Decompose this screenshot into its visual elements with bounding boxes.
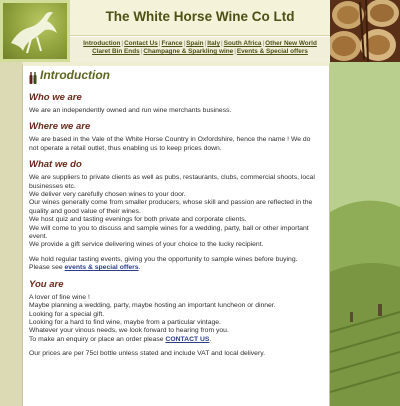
wine-bottles-icon — [29, 72, 37, 84]
nav-separator: | — [262, 40, 265, 47]
what-line: We provide a gift service delivering wines of your choice to the lucky recipient. — [29, 241, 264, 249]
main-content-panel — [22, 62, 330, 406]
section-heading-who: Who we are — [29, 92, 82, 103]
nav-separator: | — [221, 40, 223, 47]
nav-link-france[interactable]: France — [161, 40, 183, 47]
you-line: Maybe planning a wedding, party, maybe hosting an important luncheon or dinner. — [29, 302, 276, 310]
nav-separator: | — [204, 40, 207, 47]
you-line: Looking for a hard to find wine, maybe from a particular vintage. — [29, 318, 221, 326]
nav-link-claret-bin-ends[interactable]: Claret Bin Ends — [92, 48, 140, 55]
nav-row-1 — [70, 40, 330, 48]
what-line: We will come to you to discuss and sample wines for a wedding, party, ball or other important event. — [29, 224, 309, 241]
barrels-illustration — [330, 0, 400, 62]
nav-link-contact-us[interactable]: Contact Us — [124, 40, 158, 47]
page-title: Introduction — [40, 68, 110, 82]
what-text — [29, 174, 321, 250]
nav-link-italy[interactable]: Italy — [207, 40, 221, 47]
where-text: We are based in the Vale of the White Horse Country in Oxfordshire, hence the name ! We do not operate a retail outlet, thus enabling us to keep prices down. — [29, 136, 311, 152]
you-line: Looking for a special gift. — [29, 310, 105, 318]
site-header — [0, 0, 400, 62]
intro-heading — [29, 70, 321, 86]
you-line: Whatever your vinous needs, we look forward to hearing from you. — [29, 327, 229, 335]
site-title: The White Horse Wine Co Ltd — [105, 9, 295, 24]
period: . — [138, 264, 141, 272]
nav-separator: | — [183, 40, 186, 47]
events-text — [29, 256, 321, 273]
what-line: We host quiz and tasting evenings for both private and corporate clients. — [29, 216, 247, 224]
logo-background — [3, 3, 67, 59]
horse-figure-icon — [3, 3, 67, 59]
events-line: We hold regular tasting events, giving you the opportunity to sample wines before buying. — [29, 255, 298, 263]
section-heading-you: You are — [29, 278, 64, 290]
left-decorative-column — [0, 62, 22, 406]
nav-separator: | — [234, 48, 236, 55]
section-heading-where: Where we are — [29, 121, 91, 133]
title-band — [70, 0, 330, 36]
vineyard-illustration — [330, 62, 400, 406]
you-line: A lover of fine wine ! — [29, 293, 90, 301]
nav-link-spain[interactable]: Spain — [186, 40, 204, 47]
please-see-text: Please see — [29, 264, 63, 272]
nav-link-other-new-world[interactable]: Other New World — [265, 40, 317, 47]
you-text — [29, 294, 321, 344]
nav-bar — [70, 36, 330, 63]
content — [29, 70, 321, 365]
vineyard-image — [330, 62, 400, 406]
nav-link-introduction[interactable]: Introduction — [83, 40, 121, 47]
contact-us-link[interactable]: CONTACT US — [165, 335, 210, 343]
nav-link-events-offers[interactable]: Events & Special offers — [236, 48, 308, 55]
nav-separator: | — [121, 40, 124, 47]
wine-barrels-image — [330, 0, 400, 62]
what-line: We are suppliers to private clients as well as pubs, restaurants, clubs, commercial shoots, local businesses etc. — [29, 174, 315, 190]
nav-separator: | — [158, 40, 161, 47]
prices-text: Our prices are per 75cl bottle unless stated and include VAT and local delivery. — [29, 350, 266, 358]
nav-separator: | — [140, 48, 143, 55]
order-text: To make an enquiry or place an order please — [29, 335, 164, 343]
white-horse-logo-icon[interactable] — [0, 0, 70, 62]
nav-link-champagne[interactable]: Champagne & Sparkling wine — [143, 48, 234, 55]
section-heading-what: What we do — [29, 159, 82, 171]
nav-row-2 — [70, 48, 330, 56]
what-line: We deliver very carefully chosen wines to your door. — [29, 191, 186, 199]
nav-link-south-africa[interactable]: South Africa — [223, 40, 262, 47]
events-offers-link[interactable]: events & special offers — [64, 264, 139, 272]
period: . — [209, 335, 212, 343]
what-line: Our wines generally come from smaller producers, whose skill and passion are reflected in the quality and good value of their wines. — [29, 199, 313, 215]
who-text: We are an independently owned and run wine merchants business. — [29, 107, 232, 114]
